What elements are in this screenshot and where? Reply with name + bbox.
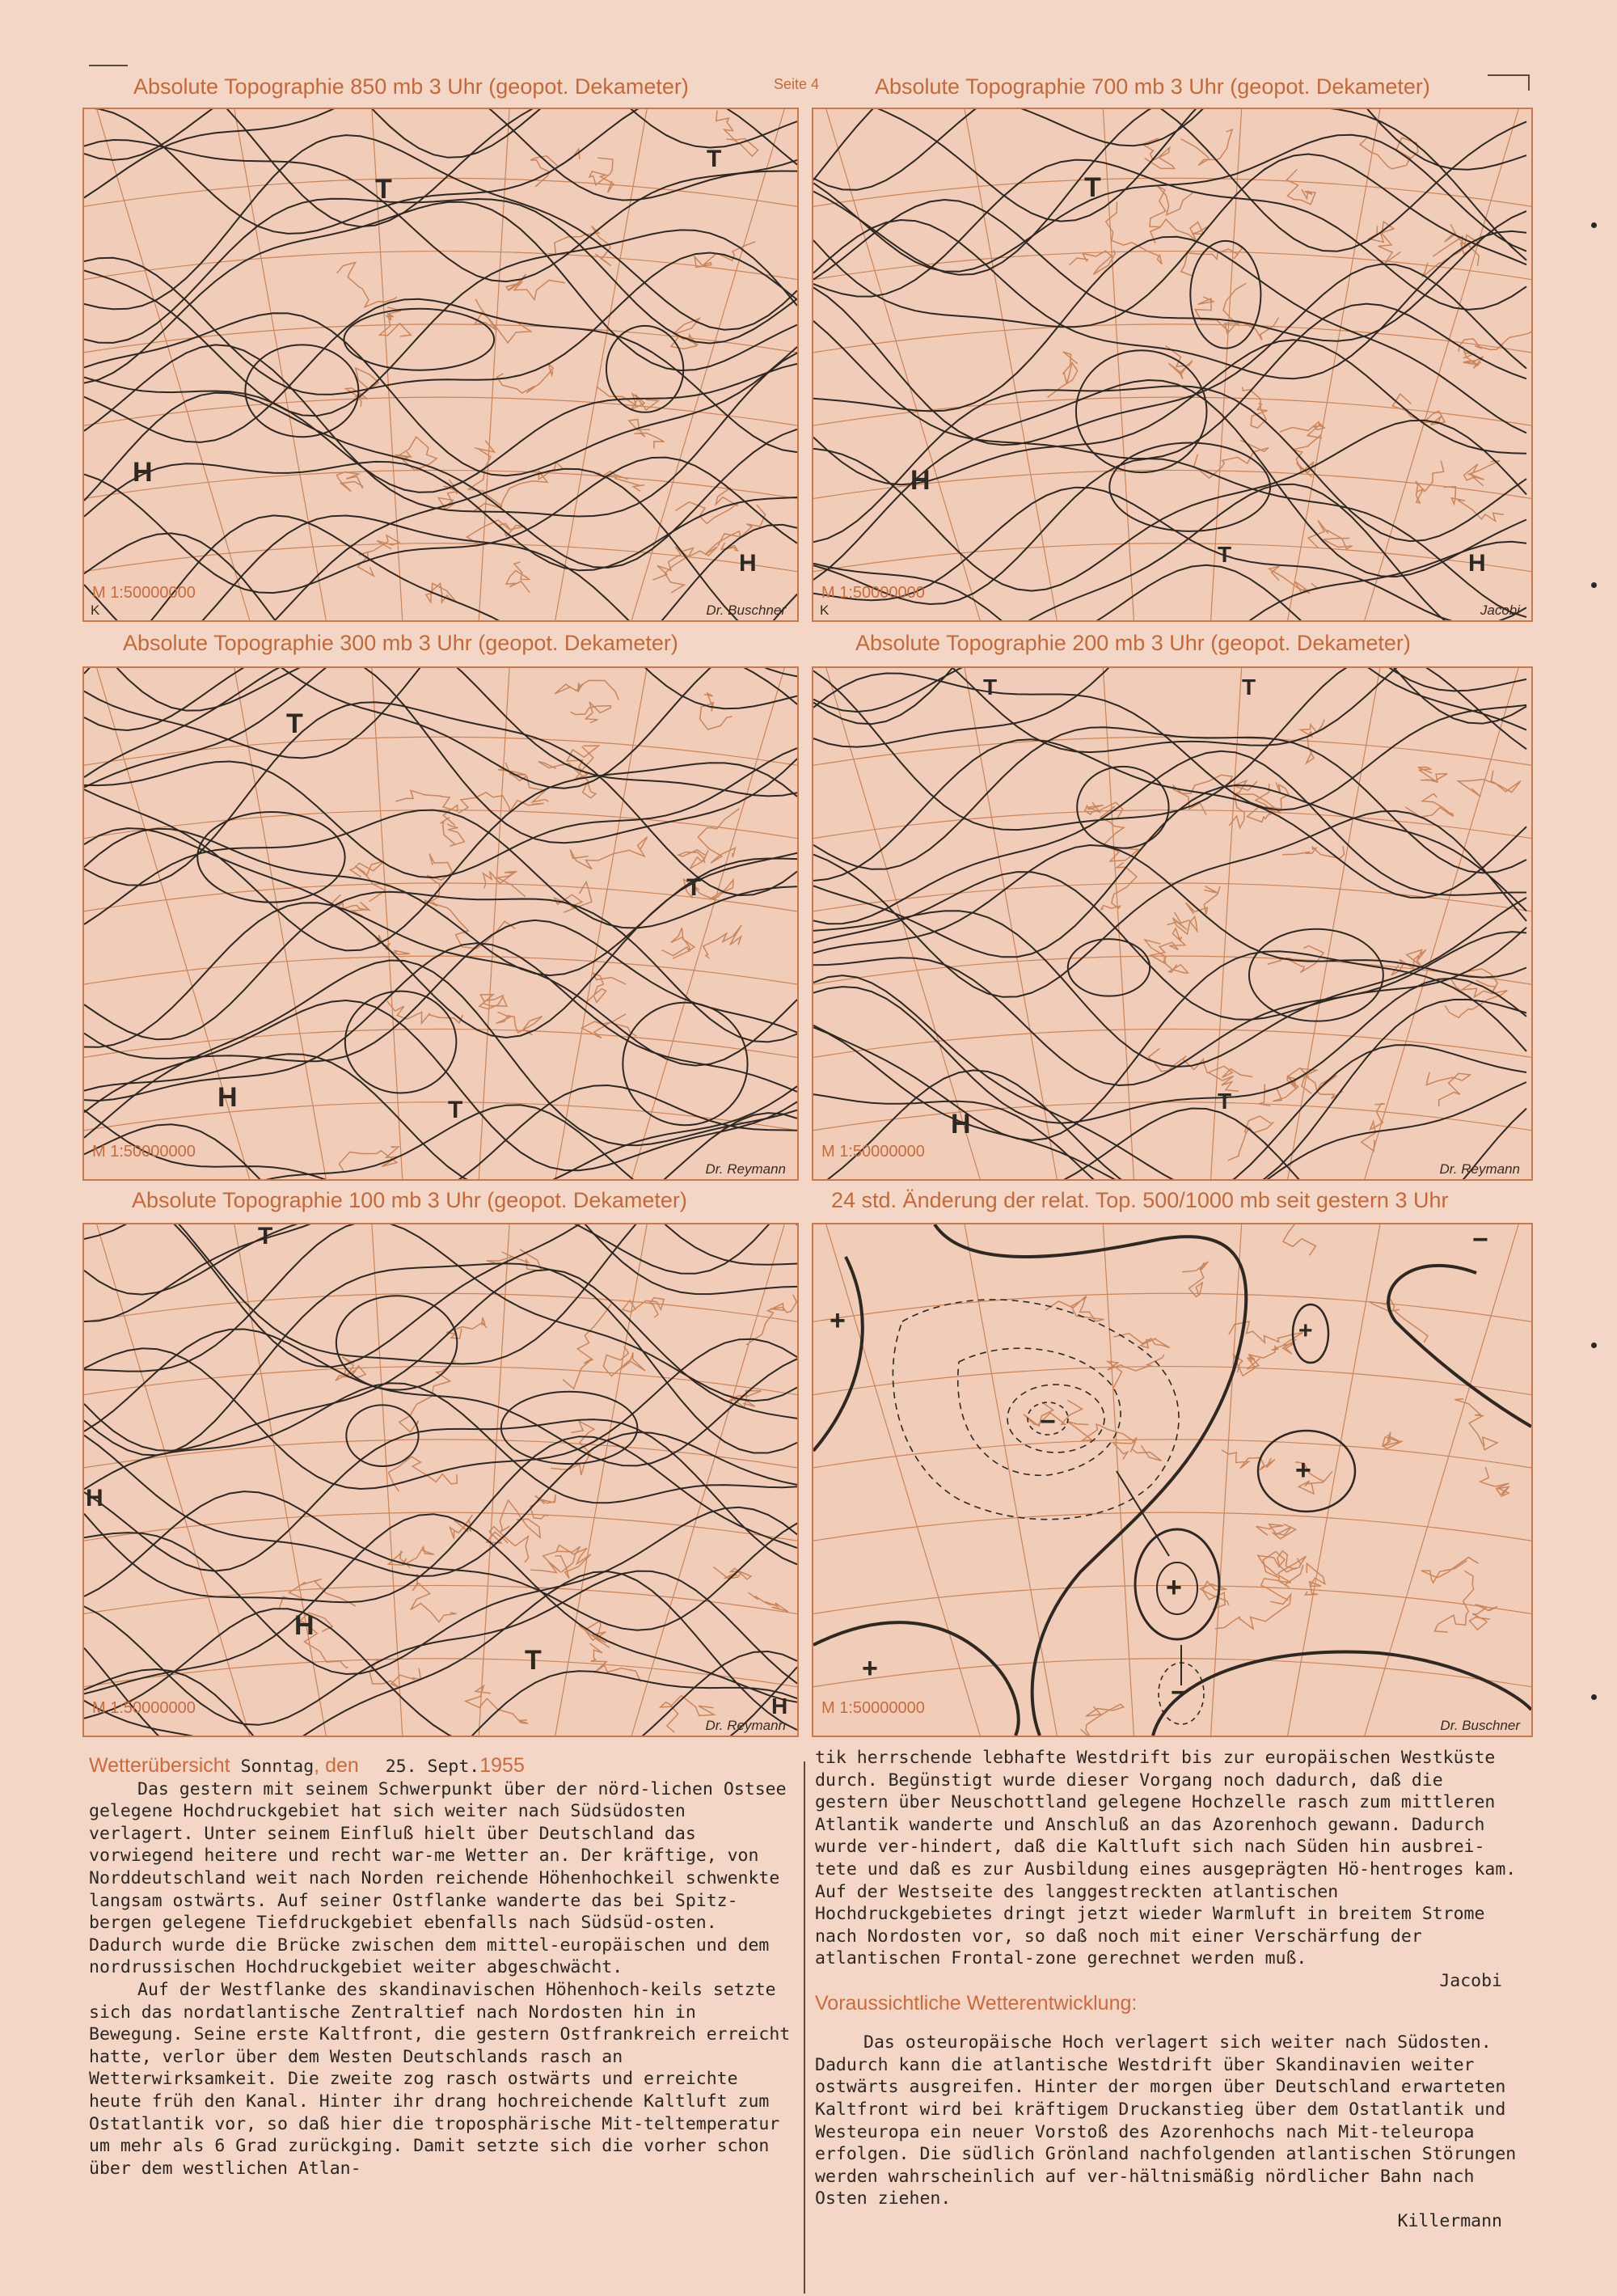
map-100-scale: M 1:50000000 — [92, 1699, 196, 1717]
weather-overview-heading: Wetterübersicht — [89, 1754, 230, 1777]
binder-dot — [1591, 1343, 1597, 1348]
map-change-chart — [813, 1224, 1531, 1736]
map-700-corner: K — [820, 603, 830, 618]
map-700-coastline — [1048, 129, 1531, 594]
top-rule-right — [1488, 74, 1530, 76]
forecast-heading: Voraussichtliche Wetterentwicklung: — [815, 1991, 1138, 2015]
map-100-mark: T — [258, 1223, 273, 1249]
overview-paragraph-1: Das gestern mit seinem Schwerpunkt über der nörd-lichen Ostsee gelegene Hochdruckgebiet hat sich weiter nach Südsüdosten verlagert. Unter seinem Einfluß hielt über Deutschland das vorwiegend heitere und recht war-me Wetter an. Der kräftige, von Norddeutschland weit nach Norden reichende Höhenhochkeil schwenkte langsam ostwärts. Auf seiner Ostflanke wanderte das bei Spitz-bergen gelegene Tiefdruckgebiet ebenfalls nach Südsüd-osten. Dadurch wurde die Brücke zwischen dem mittel-europäischen und dem nordrussischen Hochdruckgebiet weiter abgeschwächt. — [89, 1778, 787, 1978]
map-change-title: 24 std. Änderung der relat. Top. 500/1000 mb seit gestern 3 Uhr — [831, 1188, 1449, 1212]
weather-year: 1955 — [479, 1754, 525, 1777]
map-100-author: Dr. Reymann — [705, 1718, 786, 1733]
map-100-mark: H — [771, 1693, 788, 1719]
map-change-mark: − — [1472, 1224, 1488, 1255]
map-200-mark: T — [1242, 674, 1256, 700]
map-850-mark: T — [707, 146, 722, 172]
map-850-mark: T — [375, 174, 392, 205]
map-200-mark: T — [1218, 1089, 1232, 1114]
weather-date: 25. Sept. — [385, 1757, 480, 1777]
forecast-paragraph: Das osteuropäische Hoch verlagert sich weiter nach Südosten. Dadurch kann die atlantische Westdrift über Skandinavien weiter ostwärts ausgreifen. Hinter der morgen über Deutschland erwarteten Kaltfront wird bei kräftigem Druckanstieg über dem Ostatlantik und Westeuropa ein neuer Vorstoß des Azorenhochs nach Mit-teleuropa erfolgen. Die südlich Grönland nachfolgenden atlantischen Störungen werden wahrscheinlich auf ver-hältnismäßig nördlicher Bahn nach Osten ziehen. — [815, 2032, 1517, 2209]
map-850-mark: H — [739, 550, 757, 577]
overview-paragraph-3: tik herrschende lebhafte Westdrift bis zur europäischen Westküste durch. Begünstigt wurde dieser Vorgang noch dadurch, daß die gestern über Neuschottland gelegene Hochzelle rasch zum mittleren Atlantik wanderte und Anschluß an das Azorenhoch gewann. Dadurch wurde ver-hindert, daß die Kaltluft sich nach Süden hin ausbrei-tete und daß es zur Ausbildung eines ausgeprägten Hö-hentroges kam. Auf der Westseite des langgestreckten atlantischen Hochdruckgebietes dringt jetzt wieder Warmluft in breitem Strome nach Nordosten vor, so daß noch mit einer Verschärfung der atlantischen Frontal-zone gerechnet werden muß. — [815, 1748, 1517, 1969]
weather-overview-heading-line — [89, 1755, 792, 1778]
map-300-author: Dr. Reymann — [705, 1161, 786, 1177]
map-100-title: Absolute Topographie 100 mb 3 Uhr (geopot. Dekameter) — [132, 1188, 687, 1212]
weather-overview-column — [89, 1755, 792, 2180]
map-700-chart — [813, 109, 1531, 620]
map-300-mark: H — [217, 1082, 238, 1113]
map-change-mark: + — [830, 1305, 846, 1336]
overview-continuation-column — [815, 1747, 1518, 2232]
map-700-mark: T — [1218, 542, 1232, 567]
map-200-chart — [813, 668, 1531, 1179]
map-change-mark: + — [1298, 1317, 1313, 1344]
binder-dot — [1591, 582, 1597, 588]
map-change-mark: − — [1040, 1406, 1056, 1437]
map-850-mark: H — [133, 457, 153, 488]
map-change-mark: + — [862, 1653, 878, 1684]
map-700-mark: T — [1084, 172, 1101, 203]
map-300-title: Absolute Topographie 300 mb 3 Uhr (geopot. Dekameter) — [123, 631, 678, 655]
weather-den: , den — [314, 1754, 359, 1777]
binder-dot — [1591, 1694, 1597, 1700]
map-850-corner: K — [91, 603, 100, 618]
map-850-scale: M 1:50000000 — [92, 584, 196, 602]
map-change-mark: + — [1166, 1572, 1182, 1603]
map-change-mark: − — [1171, 1677, 1187, 1708]
map-change-mark: + — [1295, 1455, 1311, 1486]
column-divider — [804, 1761, 805, 2294]
map-100-mark: H — [294, 1610, 315, 1641]
signature-jacobi: Jacobi — [1439, 1970, 1502, 1991]
weather-day: Sonntag — [240, 1757, 315, 1777]
map-100-panel — [82, 1223, 799, 1737]
page-label: Seite 4 — [774, 76, 820, 92]
map-200-author: Dr. Reymann — [1439, 1161, 1520, 1177]
map-300-mark: T — [448, 1097, 463, 1123]
map-300-mark: T — [286, 708, 303, 739]
top-rule-right-tick — [1528, 74, 1530, 91]
forecast-heading-line — [815, 1993, 1518, 2016]
overview-paragraph-2: Auf der Westflanke des skandinavischen Höhenhoch-keils setzte sich das nordatlantische Zentraltief nach Nordosten hin in Bewegung. Seine erste Kaltfront, die gestern Ostfrankreich erreicht hatte, verlor über dem Westen Deutschlands rasch an Wetterwirksamkeit. Die zweite zog rasch ostwärts und erreichte heute früh den Kanal. Hinter ihr drang hochreichende Kaltluft zum Ostatlantik vor, so daß hier die troposphärische Mit-teltemperatur um mehr als 6 Grad zurückging. Damit setzte sich die vorher schon über dem westlichen Atlan- — [89, 1979, 791, 2179]
map-700-author: Jacobi — [1480, 603, 1520, 618]
map-700-scale: M 1:50000000 — [821, 584, 925, 602]
map-200-title: Absolute Topographie 200 mb 3 Uhr (geopot. Dekameter) — [855, 631, 1411, 655]
map-300-coastline — [331, 680, 741, 1170]
map-850-panel — [82, 108, 799, 622]
map-850-chart — [84, 109, 797, 620]
map-200-mark: H — [951, 1109, 971, 1140]
map-300-grid — [84, 668, 797, 1179]
map-200-panel — [812, 666, 1533, 1181]
map-300-panel — [82, 666, 799, 1181]
map-100-chart — [84, 1224, 797, 1736]
map-700-mark: H — [910, 465, 931, 496]
map-700-panel — [812, 108, 1533, 622]
map-100-mark: H — [86, 1485, 103, 1512]
map-300-scale: M 1:50000000 — [92, 1143, 196, 1161]
map-700-mark: H — [1468, 550, 1486, 577]
signature-killermann: Killermann — [1397, 2210, 1502, 2231]
map-300-chart — [84, 668, 797, 1179]
map-300-mark: T — [686, 874, 702, 901]
map-change-panel — [812, 1223, 1533, 1737]
map-change-author: Dr. Buschner — [1440, 1718, 1520, 1733]
map-850-author: Dr. Buschner — [706, 603, 786, 618]
map-700-title: Absolute Topographie 700 mb 3 Uhr (geopot. Dekameter) — [875, 74, 1430, 99]
map-850-title: Absolute Topographie 850 mb 3 Uhr (geopot. Dekameter) — [133, 74, 689, 99]
map-change-scale: M 1:50000000 — [821, 1699, 925, 1717]
top-rule-left — [89, 65, 128, 66]
map-200-scale: M 1:50000000 — [821, 1143, 925, 1161]
map-200-mark: T — [983, 674, 998, 700]
map-100-mark: T — [525, 1645, 542, 1676]
binder-dot — [1591, 222, 1597, 228]
